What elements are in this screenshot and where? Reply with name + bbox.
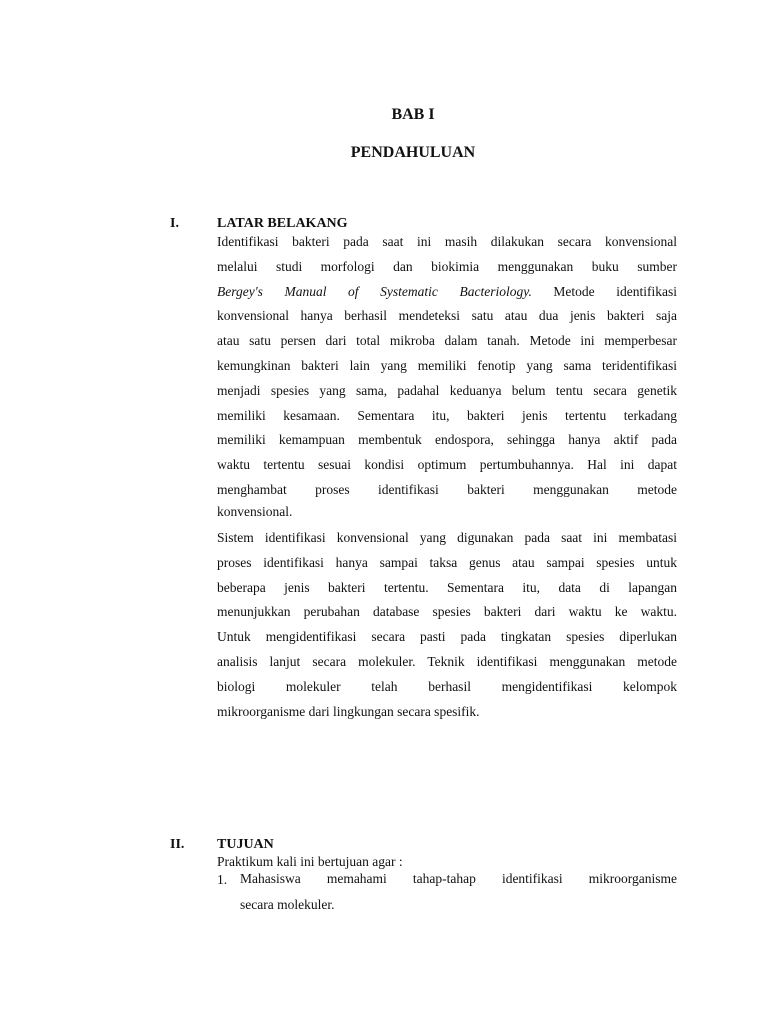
text-line: Untuk mengidentifikasi secara pasti pada tingkatan spesies diperlukan <box>217 629 677 645</box>
text-line: konvensional. <box>217 503 293 519</box>
text-line: menghambat proses identifikasi bakteri menggunakan metode <box>217 481 677 497</box>
text-line: secara molekuler. <box>240 897 335 912</box>
text-line: analisis lanjut secara molekuler. Teknik identifikasi menggunakan metode <box>217 653 677 669</box>
text-line: Mahasiswa memahami tahap-tahap identifikasi mikroorganisme <box>240 871 677 886</box>
text-line: beberapa jenis bakteri tertentu. Sementara itu, data di lapangan <box>217 579 677 595</box>
text-line: menunjukkan perubahan database spesies bakteri dari waktu ke waktu. <box>217 604 677 620</box>
text-line: memiliki kemampuan membentuk endospora, sehingga hanya aktif pada <box>217 432 677 448</box>
section-title-latar-belakang: LATAR BELAKANG <box>217 216 348 231</box>
chapter-title: PENDAHULUAN <box>350 144 476 161</box>
list-item <box>240 866 677 918</box>
tujuan-intro: Praktikum kali ini bertujuan agar : <box>217 854 403 869</box>
text-line: proses identifikasi hanya sampai taksa genus atau sampai spesies untuk <box>217 554 677 570</box>
section-number-1: I. <box>170 216 179 231</box>
text-fragment: Metode identifikasi <box>553 283 677 299</box>
paragraph-latar-belakang-2 <box>217 526 677 724</box>
paragraph-latar-belakang-1 <box>217 230 677 520</box>
text-line: biologi molekuler telah berhasil mengidentifikasi kelompok <box>217 678 677 694</box>
text-line: Sistem identifikasi konvensional yang digunakan pada saat ini membatasi <box>217 530 677 545</box>
text-line: menjadi spesies yang sama, padahal keduanya belum tentu secara genetik <box>217 382 677 398</box>
book-title: Bergey's Manual of Systematic Bacteriology. <box>217 283 532 299</box>
text-line: memiliki kesamaan. Sementara itu, bakteri jenis tertentu terkadang <box>217 407 677 423</box>
section-title-tujuan: TUJUAN <box>217 837 274 852</box>
text-line: mikroorganisme dari lingkungan secara spesifik. <box>217 703 480 719</box>
text-line: atau satu persen dari total mikroba dalam tanah. Metode ini memperbesar <box>217 333 677 349</box>
list-item-number: 1. <box>217 872 228 887</box>
section-number-2: II. <box>170 837 185 852</box>
text-line: melalui studi morfologi dan biokimia menggunakan buku sumber <box>217 258 677 274</box>
text-line <box>217 280 677 305</box>
text-line: waktu tertentu sesuai kondisi optimum pertumbuhannya. Hal ini dapat <box>217 457 677 473</box>
text-line: kemungkinan bakteri lain yang memiliki fenotip yang sama teridentifikasi <box>217 357 677 373</box>
text-line: Identifikasi bakteri pada saat ini masih dilakukan secara konvensional <box>217 234 677 249</box>
text-line: konvensional hanya berhasil mendeteksi satu atau dua jenis bakteri saja <box>217 308 677 324</box>
chapter-heading: BAB I <box>391 106 435 123</box>
